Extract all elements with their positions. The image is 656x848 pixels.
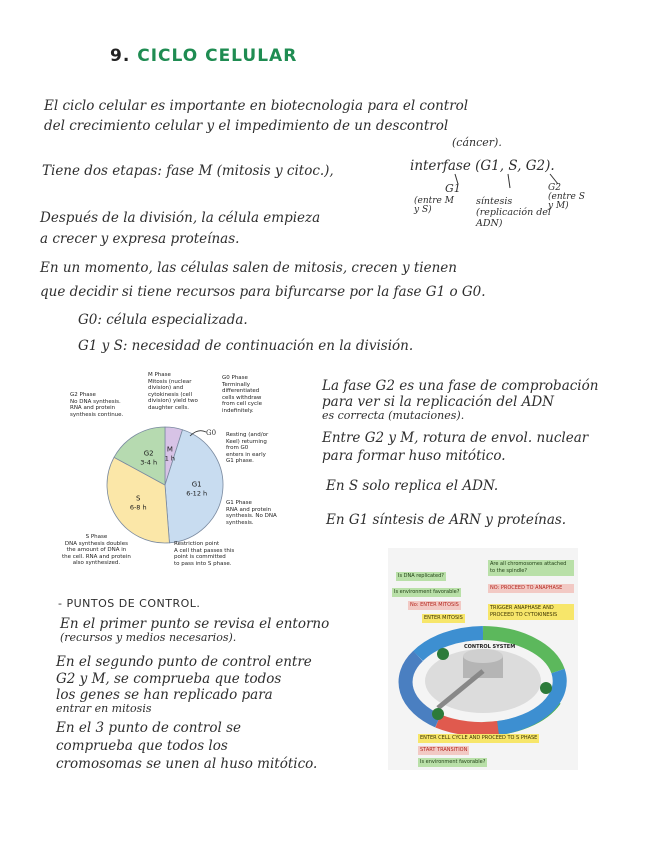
g2phase-line-1: La fase G2 es una fase de comprobación (322, 378, 599, 394)
note-resting: Resting (and/or Keel) returning from G0 enters in early G1 phase. (226, 432, 269, 465)
stages-sub-synthesis: síntesis (replicación del ADN) (476, 196, 551, 229)
tag-start-transition: START TRANSITION (420, 747, 468, 753)
tag-env-favorable-2: Is environment favorable? (420, 759, 486, 765)
note-g0-phase: G0 Phase Terminally differentiated cells withdraw from cell cycle indefinitely. (222, 375, 262, 414)
note-s-phase: S Phase DNA synthesis doubles the amount of DNA in the cell. RNA and protein also synthesized. (62, 534, 131, 567)
g1-line: En G1 síntesis de ARN y proteínas. (326, 512, 567, 528)
division-line-2: a crecer y expresa proteínas. (40, 231, 240, 247)
intro-line-1: El ciclo celular es importante en biotecnologia para el control (44, 98, 469, 114)
tag-chromosomes-attached: Are all chromosomes attached to the spindle? (488, 560, 574, 576)
stages-arrows (440, 172, 580, 202)
g2phase-line-2: para ver si la replicación del ADN (322, 394, 554, 410)
pie-duration-s: 6-8 h (129, 503, 147, 512)
tag-enter-mitosis: ENTER MITOSIS (424, 615, 463, 621)
cp3-line-3: cromosomas se unen al huso mitótico. (56, 756, 318, 772)
moment-line-1: En un momento, las células salen de mitosis, crecen y tienen (40, 260, 457, 276)
note-restriction: Restriction point A cell that passes this point is committed to pass into S phase. (174, 541, 235, 567)
note-m-phase: M Phase Mitosis (nuclear division) and cytokinesis (cell division) yield two daughter cells. (148, 372, 198, 411)
cp2-line-1: En el segundo punto de control entre (56, 654, 312, 670)
pie-duration-g2: 3-4 h (140, 458, 158, 467)
tag-no-anaphase: NO: PROCEED TO ANAPHASE (488, 584, 574, 593)
g2m-line-1: Entre G2 y M, rotura de envol. nuclear (322, 430, 589, 446)
pie-label-m: M (166, 445, 173, 454)
g2m-line-2: para formar huso mitótico. (322, 448, 506, 464)
tag-no-enter-mitosis: No: ENTER MITOSIS (410, 602, 459, 608)
tag-trigger-anaphase: TRIGGER ANAPHASE AND PROCEED TO CYTOKINESIS (488, 604, 574, 620)
intro-line-2: del crecimiento celular y el impedimiento de un descontrol (44, 118, 449, 134)
stages-sub-g1: G1 (445, 182, 461, 195)
g0-line: G0: célula especializada. (78, 312, 248, 328)
g2phase-line-3: es correcta (mutaciones). (322, 409, 465, 422)
tag-dna-replicated: Is DNA replicated? (398, 573, 444, 579)
control-system-diagram (388, 548, 578, 770)
note-g2-phase: G2 Phase No DNA synthesis. RNA and protein synthesis continue. (70, 392, 124, 418)
pie-duration-g1: 6-12 h (186, 489, 208, 498)
stages-interfase: interfase (G1, S, G2). (410, 158, 555, 174)
pie-label-g1: G1 (191, 480, 202, 489)
page-title: 9. CICLO CELULAR (110, 46, 298, 66)
pie-duration-m: 1 h (164, 454, 176, 463)
stages-line: Tiene dos etapas: fase M (mitosis y citoc.), (42, 163, 334, 179)
s-line: En S solo replica el ADN. (326, 478, 499, 494)
cp3-line-1: En el 3 punto de control se (56, 720, 242, 736)
cp2-line-4: entrar en mitosis (56, 702, 152, 715)
pie-label-g2: G2 (143, 449, 154, 458)
tag-env-favorable: Is environment favorable? (394, 589, 460, 595)
division-line-1: Después de la división, la célula empieza (40, 210, 321, 226)
cycle-ring (398, 626, 568, 736)
checkpoints-title: - PUNTOS DE CONTROL. (58, 597, 201, 610)
stages-sub-between: (entre M y S) (414, 196, 454, 215)
cp2-line-2: G2 y M, se comprueba que todos (56, 671, 282, 687)
g1s-line: G1 y S: necesidad de continuación en la división. (78, 338, 414, 354)
cell-cycle-pie (100, 420, 230, 550)
g0-arrow (188, 428, 208, 438)
tag-enter-cell-cycle: ENTER CELL CYCLE AND PROCEED TO S PHASE (420, 735, 538, 741)
cp1-line-1: En el primer punto se revisa el entorno (60, 616, 330, 632)
stages-sub-g2: G2 (entre S y M) (548, 183, 585, 211)
cp1-line-2: (recursos y medios necesarios). (60, 631, 237, 644)
cp2-line-3: los genes se han replicado para (56, 687, 273, 703)
note-g1-phase: G1 Phase RNA and protein synthesis. No DNA synthesis. (226, 500, 277, 526)
control-system-label: CONTROL SYSTEM (464, 644, 516, 650)
intro-line-3: (cáncer). (452, 136, 502, 149)
moment-line-2: que decidir si tiene recursos para bifurcarse por la fase G1 o G0. (40, 284, 486, 300)
pie-g0-label: G0 (206, 429, 217, 437)
pie-label-s: S (135, 494, 141, 503)
cp3-line-2: comprueba que todos los (56, 738, 228, 754)
